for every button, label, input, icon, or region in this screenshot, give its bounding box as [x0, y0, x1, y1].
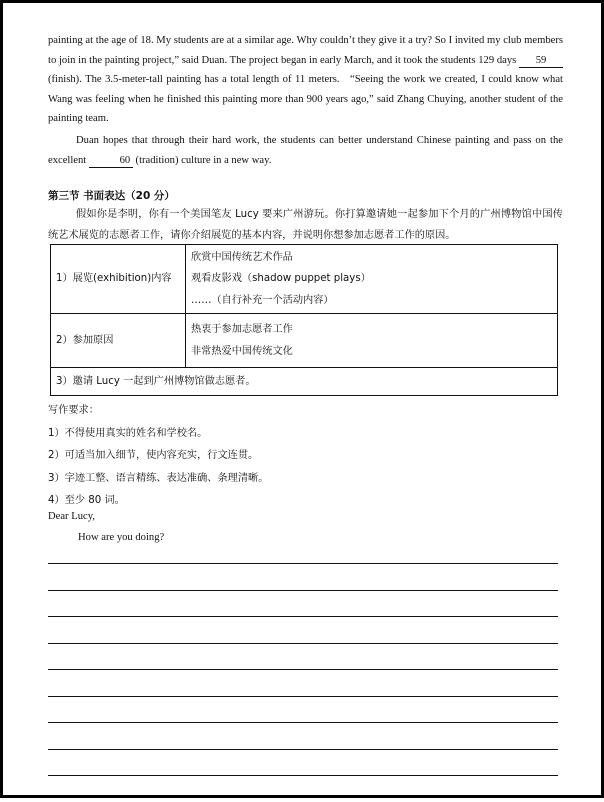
letter-start	[48, 506, 563, 548]
passage-text: (finish). The 3.5-meter-tall painting has a total length of 11 meters. “Seeing the work we created, I could know what Wang was feeling when he finished this painting more than 900 years ago,” said Zhang Chuying, another student of the painting team.	[48, 74, 563, 125]
letter-greeting: How are you doing?	[78, 532, 165, 543]
section-title: 第三节 书面表达（20 分）	[48, 190, 175, 202]
writing-requirements	[48, 400, 563, 513]
requirement-item: 2）可适当加入细节，使内容充实，行文连贯。	[48, 450, 259, 461]
writing-line[interactable]	[48, 563, 558, 590]
table-cell-content	[186, 245, 558, 314]
answer-blank-60[interactable]: 60	[89, 154, 133, 168]
requirement-item: 4）至少 80 词。	[48, 495, 125, 506]
table-cell-full: 3）邀请 Lucy 一起到广州博物馆做志愿者。	[51, 368, 558, 396]
passage-paragraph-1	[48, 31, 563, 129]
table-row	[51, 314, 558, 368]
table-row	[51, 368, 558, 396]
requirement-item: 3）字迹工整、语言精练、表达准确、条理清晰。	[48, 472, 269, 484]
answer-blank-59[interactable]: 59	[519, 54, 563, 68]
exhibition-info-table	[50, 244, 558, 396]
table-row	[51, 245, 558, 314]
requirement-item: 1）不得使用真实的姓名和学校名。	[48, 427, 208, 439]
table-item: ……（自行补充一个活动内容）	[191, 294, 334, 306]
table-item: 非常热爱中国传统文化	[191, 345, 293, 357]
writing-line[interactable]	[48, 643, 558, 670]
passage-text: Duan hopes that through their hard work, the students can better understand Chinese painting and pass on the excellent	[48, 135, 563, 166]
table-cell-label: 1）展览(exhibition)内容	[51, 245, 186, 314]
writing-line[interactable]	[48, 749, 558, 776]
passage-text: painting at the age of 18. My students are at a similar age. Why couldn’t they give it a try? So I invited my club members to join in the painting project,” said Duan. The project began in early March, and it took the students 129 days	[48, 35, 563, 66]
requirements-title: 写作要求：	[48, 405, 99, 416]
writing-line[interactable]	[48, 669, 558, 696]
table-cell-label: 2）参加原因	[51, 314, 186, 368]
writing-line[interactable]	[48, 722, 558, 749]
passage-paragraph-2	[48, 131, 563, 170]
writing-line[interactable]	[48, 590, 558, 617]
table-item: 热衷于参加志愿者工作	[191, 324, 293, 335]
writing-line[interactable]	[48, 696, 558, 723]
table-cell-content	[186, 314, 558, 368]
task-description: 假如你是李明，你有一个美国笔友 Lucy 要来广州游玩。你打算邀请她一起参加下个月的广州博物馆中国传统艺术展览的志愿者工作，请你介绍展览的基本内容，并说明你想参加志愿者工作的原因。	[48, 209, 563, 241]
writing-area[interactable]	[48, 563, 558, 802]
letter-salutation: Dear Lucy,	[48, 511, 95, 522]
passage-text: (tradition) culture in a new way.	[132, 154, 272, 166]
table-item: 观看皮影戏（shadow puppet plays）	[191, 273, 371, 285]
writing-line[interactable]	[48, 616, 558, 643]
table-item: 欣赏中国传统艺术作品	[191, 251, 293, 263]
